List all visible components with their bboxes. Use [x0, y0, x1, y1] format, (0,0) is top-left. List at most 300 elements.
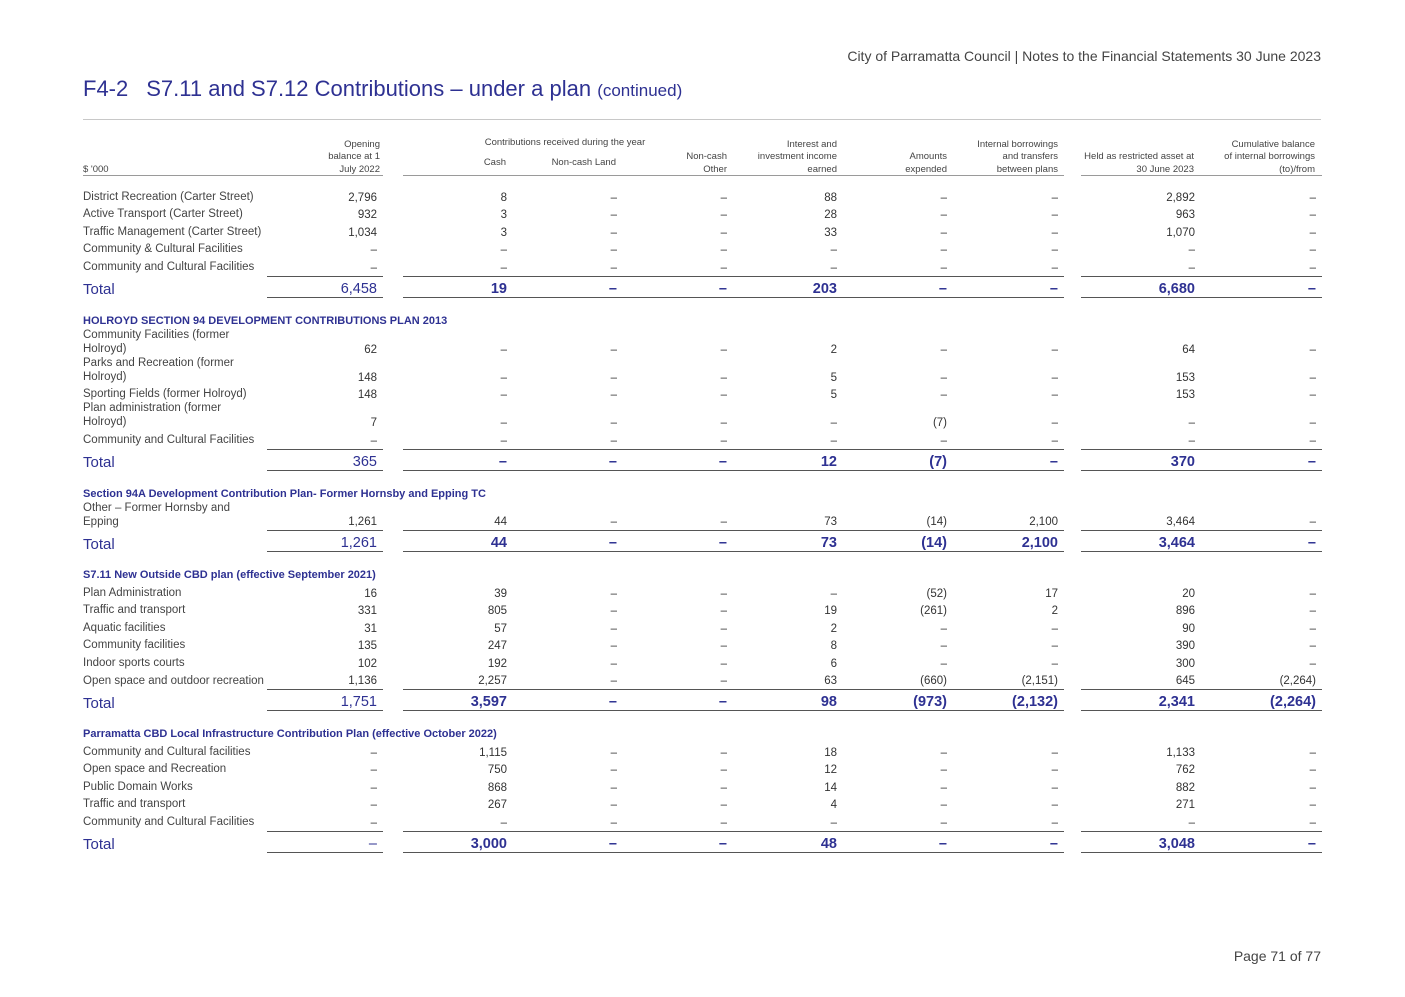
cell-value: – — [1309, 389, 1316, 401]
cell-value: 8 — [830, 640, 837, 652]
cell-value: – — [1309, 746, 1316, 759]
cell-value: – — [1309, 622, 1316, 635]
cell-value: – — [610, 261, 617, 274]
cell-value: 3,464 — [1081, 531, 1201, 552]
table-row — [83, 652, 1322, 670]
cell-value: 3,000 — [403, 831, 513, 852]
cell-value: 1,136 — [348, 675, 377, 687]
cell-value: – — [1188, 434, 1195, 447]
cell-value: 64 — [1182, 343, 1195, 356]
cell-value: – — [500, 816, 507, 829]
cell-value: 33 — [824, 226, 837, 239]
cell-value: 6,680 — [1081, 276, 1201, 297]
cell-value: – — [1051, 657, 1058, 670]
cell-value: 2,100 — [1029, 516, 1058, 528]
cell-value: 7 — [370, 417, 377, 429]
row-label: Traffic and transport — [83, 798, 186, 810]
total-row — [83, 276, 1322, 297]
row-label: Community facilities — [83, 639, 186, 651]
cell-value: 3 — [500, 209, 507, 221]
col-header-unit: $ '000 — [83, 163, 109, 175]
cell-value: – — [830, 261, 837, 274]
table-row — [83, 670, 1322, 690]
cell-value: 271 — [1175, 799, 1195, 811]
cell-value: – — [513, 831, 623, 852]
col-header-cumulative: Cumulative balance of internal borrowings (to)/from — [1224, 138, 1315, 175]
cell-value: – — [610, 434, 617, 447]
row-label: Community Facilities (former Holroyd) — [83, 328, 230, 355]
cell-value: – — [513, 276, 623, 297]
cell-value: – — [1051, 191, 1058, 204]
cell-value: 153 — [1175, 371, 1195, 384]
cell-value: 57 — [494, 622, 507, 635]
cell-value: – — [1309, 417, 1316, 429]
cell-value: 31 — [364, 622, 377, 635]
table-row — [83, 776, 1322, 794]
cell-value: 1,751 — [267, 690, 383, 711]
cell-value: – — [610, 781, 617, 794]
cell-value: 12 — [824, 764, 837, 776]
cell-value: – — [720, 781, 727, 794]
total-row — [83, 531, 1322, 552]
cell-value: – — [720, 799, 727, 811]
row-label: Total — [83, 454, 115, 471]
cell-value: – — [940, 640, 947, 652]
cell-value: – — [843, 831, 953, 852]
cell-value: – — [940, 816, 947, 829]
cell-value: 90 — [1182, 622, 1195, 635]
cell-value: – — [1309, 764, 1316, 776]
table-row — [83, 256, 1322, 276]
row-label: Total — [83, 836, 115, 853]
cell-value: – — [1309, 434, 1316, 447]
cell-value: – — [1309, 657, 1316, 670]
cell-value: (261) — [920, 605, 947, 617]
cell-value: – — [940, 244, 947, 256]
cell-value: – — [370, 816, 377, 829]
row-label: District Recreation (Carter Street) — [83, 190, 254, 203]
cell-value: 73 — [733, 531, 843, 552]
row-label: Indoor sports courts — [83, 656, 185, 669]
col-header-internal: Internal borrowings and transfers between plans — [977, 138, 1058, 175]
cell-value: – — [940, 764, 947, 776]
row-label: Aquatic facilities — [83, 621, 166, 634]
section-heading: S7.11 New Outside CBD plan (effective September 2021) — [83, 569, 376, 581]
total-row — [83, 690, 1322, 711]
row-label: Community and Cultural facilities — [83, 745, 251, 758]
cell-value: 5 — [830, 371, 837, 384]
row-label: Plan administration (former Holroyd) — [83, 402, 222, 428]
cell-value: – — [940, 191, 947, 204]
cell-value: (2,264) — [1201, 690, 1322, 711]
cell-value: – — [830, 417, 837, 429]
cell-value: – — [370, 434, 377, 447]
cell-value: – — [610, 244, 617, 256]
note-title: S7.11 and S7.12 Contributions – under a plan — [146, 76, 592, 101]
cell-value: 148 — [357, 371, 377, 384]
row-label: Community and Cultural Facilities — [83, 261, 255, 273]
cell-value: – — [1309, 799, 1316, 811]
title-divider — [83, 119, 1321, 120]
cell-value: – — [370, 746, 377, 759]
table-row — [83, 582, 1322, 600]
cell-value: 3,597 — [403, 690, 513, 711]
col-header-expended: Amounts expended — [905, 151, 947, 175]
cell-value: – — [610, 226, 617, 239]
cell-value: – — [1051, 244, 1058, 256]
col-header-cash: Cash — [483, 157, 506, 168]
table-body — [83, 186, 1322, 852]
col-header-opening: Opening balance at 1 July 2022 — [328, 138, 380, 175]
row-label: Public Domain Works — [83, 780, 193, 793]
cell-value: 203 — [733, 276, 843, 297]
cell-value: – — [610, 799, 617, 811]
cell-value: – — [267, 831, 383, 852]
cell-value: – — [1201, 831, 1322, 852]
cell-value: – — [1309, 640, 1316, 652]
cell-value: – — [940, 209, 947, 221]
cell-value: 48 — [733, 831, 843, 852]
spacer-cell — [383, 690, 403, 711]
cell-value: – — [720, 389, 727, 401]
cell-value: 882 — [1175, 781, 1195, 794]
table-row — [83, 635, 1322, 653]
cell-value: 868 — [487, 781, 507, 794]
cell-value: 2,892 — [1166, 191, 1195, 204]
cell-value: – — [720, 675, 727, 687]
table-row — [83, 429, 1322, 449]
cell-value: – — [1051, 261, 1058, 274]
cell-value: 5 — [830, 389, 837, 401]
cell-value: – — [500, 343, 507, 356]
cell-value: 805 — [487, 605, 507, 617]
cell-value: 2,341 — [1081, 690, 1201, 711]
cell-value: – — [940, 371, 947, 384]
cell-value: – — [610, 516, 617, 528]
cell-value: 2,796 — [348, 191, 377, 204]
cell-value: – — [1188, 261, 1195, 274]
cell-value: 17 — [1045, 587, 1058, 600]
cell-value: – — [500, 244, 507, 256]
cell-value: – — [500, 389, 507, 401]
cell-value: 16 — [364, 587, 377, 600]
cell-value: – — [610, 622, 617, 635]
cell-value: – — [610, 605, 617, 617]
page-number: Page 71 of 77 — [1233, 948, 1321, 964]
cell-value: – — [610, 417, 617, 429]
cell-value: 365 — [267, 449, 383, 470]
cell-value: – — [940, 261, 947, 274]
section-heading: HOLROYD SECTION 94 DEVELOPMENT CONTRIBUTIONS PLAN 2013 — [83, 314, 448, 327]
table-row — [83, 617, 1322, 635]
contributions-table — [83, 186, 1322, 853]
row-label: Total — [83, 281, 115, 298]
cell-value: – — [1309, 816, 1316, 829]
cell-value: – — [1051, 799, 1058, 811]
cell-value: 2 — [830, 343, 837, 356]
cell-value: – — [610, 657, 617, 670]
cell-value: – — [953, 831, 1064, 852]
cell-value: 8 — [500, 191, 507, 204]
cell-value: – — [940, 622, 947, 635]
cell-value: – — [830, 816, 837, 829]
table-row — [83, 239, 1322, 257]
cell-value: 135 — [357, 640, 377, 652]
row-label: Active Transport (Carter Street) — [83, 208, 243, 220]
cell-value: 73 — [824, 516, 837, 528]
cell-value: 1,034 — [348, 226, 377, 239]
cell-value: – — [513, 449, 623, 470]
cell-value: (7) — [932, 417, 947, 429]
cell-value: – — [953, 449, 1064, 470]
cell-value: 28 — [824, 209, 837, 221]
cell-value: – — [1051, 371, 1058, 384]
col-header-restricted: Held as restricted asset at 30 June 2023 — [1084, 151, 1194, 175]
cell-value: 3 — [500, 226, 507, 239]
cell-value: 2 — [1051, 605, 1058, 617]
cell-value: (2,151) — [1021, 675, 1058, 687]
table-row — [83, 204, 1322, 222]
cell-value: 20 — [1182, 587, 1195, 600]
table-row — [83, 384, 1322, 402]
cell-value: – — [623, 449, 733, 470]
cell-value: 148 — [357, 389, 377, 401]
col-header-interest: Interest and investment income earned — [757, 138, 837, 175]
total-row — [83, 449, 1322, 470]
row-label: Traffic and transport — [83, 604, 186, 616]
cell-value: – — [720, 622, 727, 635]
cell-value: 88 — [824, 191, 837, 204]
cell-value: – — [1309, 587, 1316, 600]
cell-value: 153 — [1175, 389, 1195, 401]
cell-value: – — [370, 764, 377, 776]
cell-value: 331 — [357, 605, 377, 617]
cell-value: – — [720, 191, 727, 204]
cell-value: – — [1309, 781, 1316, 794]
note-continued: (continued) — [597, 81, 683, 100]
cell-value: – — [513, 531, 623, 552]
cell-value: – — [1188, 816, 1195, 829]
cell-value: 44 — [403, 531, 513, 552]
cell-value: – — [1309, 191, 1316, 204]
table-row — [83, 356, 1322, 384]
cell-value: 102 — [357, 657, 377, 670]
cell-value: 963 — [1175, 209, 1195, 221]
cell-value: – — [940, 343, 947, 356]
cell-value: (14) — [843, 531, 953, 552]
cell-value: – — [720, 343, 727, 356]
cell-value: 1,133 — [1166, 746, 1195, 759]
cell-value: – — [623, 531, 733, 552]
spacer-cell — [383, 531, 403, 552]
header-rule — [1081, 175, 1322, 176]
cell-value: – — [940, 434, 947, 447]
cell-value: – — [370, 261, 377, 274]
cell-value: – — [610, 746, 617, 759]
cell-value: – — [940, 746, 947, 759]
row-label: Community & Cultural Facilities — [83, 243, 243, 255]
col-group-header-contributions: Contributions received during the year — [484, 137, 646, 148]
total-row — [83, 831, 1322, 852]
cell-value: – — [720, 605, 727, 617]
cell-value: – — [610, 371, 617, 384]
cell-value: – — [1188, 244, 1195, 256]
cell-value: – — [1051, 209, 1058, 221]
cell-value: (2,132) — [953, 690, 1064, 711]
note-code: F4-2 — [83, 76, 129, 101]
cell-value: 3,048 — [1081, 831, 1201, 852]
cell-value: 62 — [364, 343, 377, 356]
spacer-cell — [383, 831, 403, 852]
cell-value: – — [1201, 449, 1322, 470]
cell-value: 267 — [487, 799, 507, 811]
cell-value: – — [720, 417, 727, 429]
cell-value: (52) — [926, 587, 947, 600]
cell-value: – — [953, 276, 1064, 297]
row-label: Traffic Management (Carter Street) — [83, 225, 262, 238]
cell-value: 390 — [1175, 640, 1195, 652]
table-row — [83, 501, 1322, 531]
cell-value: (973) — [843, 690, 953, 711]
cell-value: 19 — [824, 605, 837, 617]
cell-value: – — [610, 764, 617, 776]
cell-value: – — [610, 640, 617, 652]
cell-value: – — [1051, 226, 1058, 239]
cell-value: – — [1309, 244, 1316, 256]
cell-value: – — [940, 226, 947, 239]
col-header-noncash-other: Non-cash Other — [686, 151, 727, 175]
cell-value: – — [500, 261, 507, 274]
cell-value: 18 — [824, 746, 837, 759]
section-heading-row — [83, 711, 1322, 742]
cell-value: 896 — [1175, 605, 1195, 617]
table-row — [83, 600, 1322, 618]
cell-value: – — [1051, 389, 1058, 401]
cell-value: 370 — [1081, 449, 1201, 470]
cell-value: 63 — [824, 675, 837, 687]
row-label: Parks and Recreation (former Holroyd) — [83, 356, 234, 383]
cell-value: – — [623, 831, 733, 852]
cell-value: – — [720, 434, 727, 447]
row-label: Total — [83, 535, 115, 553]
page-title — [83, 76, 682, 102]
cell-value: – — [720, 764, 727, 776]
table-row — [83, 811, 1322, 831]
cell-value: – — [610, 816, 617, 829]
cell-value: 247 — [487, 640, 507, 652]
cell-value: – — [500, 434, 507, 447]
cell-value: – — [610, 389, 617, 401]
cell-value: 6 — [830, 657, 837, 670]
cell-value: (7) — [843, 449, 953, 470]
cell-value: 1,261 — [267, 531, 383, 552]
cell-value: – — [720, 516, 727, 528]
cell-value: – — [720, 587, 727, 600]
table-row — [83, 186, 1322, 204]
cell-value: – — [1051, 343, 1058, 356]
cell-value: – — [1201, 531, 1322, 552]
row-label: Total — [83, 694, 115, 712]
cell-value: (2,264) — [1279, 675, 1316, 687]
cell-value: – — [1051, 417, 1058, 429]
cell-value: – — [720, 371, 727, 384]
row-label: Other – Former Hornsby and Epping — [83, 501, 231, 528]
cell-value: – — [720, 261, 727, 274]
cell-value: 6,458 — [267, 276, 383, 297]
document-header: City of Parramatta Council | Notes to the Financial Statements 30 June 2023 — [847, 48, 1321, 64]
table-row — [83, 794, 1322, 812]
section-heading: Section 94A Development Contribution Plan- Former Hornsby and Epping TC — [83, 487, 486, 500]
cell-value: – — [610, 675, 617, 687]
row-label: Community and Cultural Facilities — [83, 816, 255, 828]
cell-value: – — [720, 226, 727, 239]
cell-value: – — [623, 690, 733, 711]
cell-value: – — [830, 587, 837, 600]
table-row — [83, 328, 1322, 356]
cell-value: – — [1051, 764, 1058, 776]
cell-value: – — [940, 781, 947, 794]
cell-value: – — [1309, 371, 1316, 384]
spacer-cell — [383, 449, 403, 470]
table-row — [83, 401, 1322, 429]
cell-value: – — [370, 244, 377, 256]
cell-value: 762 — [1175, 764, 1195, 776]
cell-value: – — [720, 816, 727, 829]
row-label: Plan Administration — [83, 586, 182, 599]
cell-value: – — [1188, 417, 1195, 429]
cell-value: 1,070 — [1166, 226, 1195, 239]
cell-value: 2,257 — [478, 675, 507, 687]
cell-value: – — [1051, 816, 1058, 829]
header-rule — [403, 175, 1064, 176]
cell-value: 1,261 — [348, 516, 377, 528]
cell-value: – — [500, 371, 507, 384]
cell-value: – — [610, 191, 617, 204]
cell-value: 12 — [733, 449, 843, 470]
cell-value: – — [1309, 516, 1316, 528]
cell-value: – — [370, 781, 377, 794]
cell-value: 14 — [824, 781, 837, 794]
cell-value: 1,115 — [479, 746, 507, 759]
cell-value: 4 — [830, 799, 837, 811]
cell-value: 3,464 — [1166, 516, 1195, 528]
cell-value: – — [830, 434, 837, 447]
cell-value: 39 — [494, 587, 507, 600]
cell-value: – — [720, 746, 727, 759]
cell-value: – — [1051, 781, 1058, 794]
row-label: Sporting Fields (former Holroyd) — [83, 388, 247, 400]
cell-value: – — [1051, 640, 1058, 652]
cell-value: – — [610, 343, 617, 356]
table-row — [83, 759, 1322, 777]
cell-value: 19 — [403, 276, 513, 297]
cell-value: 750 — [487, 764, 507, 776]
cell-value: – — [1051, 746, 1058, 759]
cell-value: – — [403, 449, 513, 470]
cell-value: – — [1051, 434, 1058, 447]
header-rule — [83, 175, 383, 176]
table-row — [83, 741, 1322, 759]
cell-value: – — [720, 640, 727, 652]
cell-value: – — [1309, 343, 1316, 356]
cell-value: 44 — [494, 516, 507, 528]
cell-value: 2,100 — [953, 531, 1064, 552]
cell-value: – — [940, 657, 947, 670]
cell-value: 192 — [487, 657, 507, 670]
cell-value: – — [610, 209, 617, 221]
col-header-noncash-land: Non-cash Land — [551, 157, 616, 168]
spacer-cell — [383, 276, 403, 297]
